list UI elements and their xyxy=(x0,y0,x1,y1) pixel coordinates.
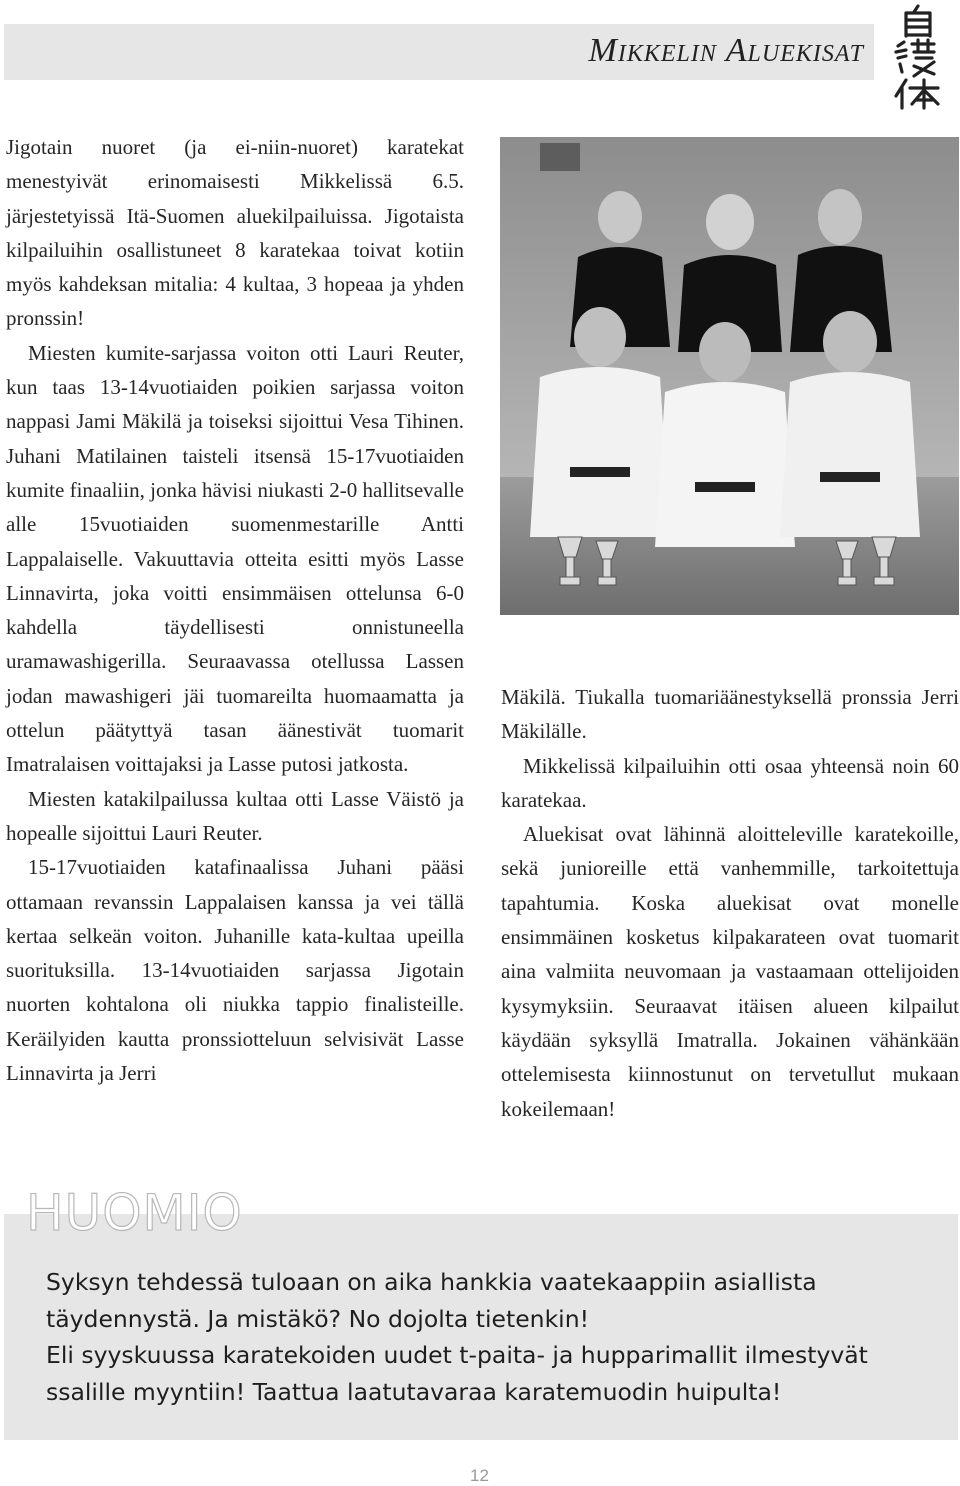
notice-title: HUOMIO xyxy=(26,1184,243,1242)
notice-text xyxy=(46,1264,926,1410)
article-left-column xyxy=(6,130,464,1090)
notice-line: Syksyn tehdessä tuloaan on aika hankkia vaatekaappiin asiallista täydennystä. Ja mistäkö? No dojolta tietenkin! xyxy=(46,1268,817,1333)
article-paragraph: 15-17vuotiaiden katafinaalissa Juhani pääsi ottamaan revanssin Lappalaisen kanssa ja vei tällä kertaa selkeän voiton. Juhanille kata-kultaa upeilla suorituksilla. 13-14vuotiaiden sarjassa Jigotain nuorten kohtalona oli niukka tappio finalisteille. Keräilyiden kautta pronssiotteluun selvisivät Lasse Linnavirta ja Jerri xyxy=(6,855,464,1086)
article-paragraph: Jigotain nuoret (ja ei-niin-nuoret) karatekat menestyivät erinomaisesti Mikkelissä 6.5. järjestetyissä Itä-Suomen aluekilpailuissa. Jigotaista kilpailuihin osallistuneet 8 karatekaa toivat kotiin myös kahdeksan mitalia: 4 kultaa, 3 hopeaa ja yhden pronssin! xyxy=(6,135,464,331)
header-bar xyxy=(4,24,874,80)
notice-line: Eli syyskuussa karatekoiden uudet t-paita- ja hupparimallit ilmestyvät ssalille myyntiin! Taattua laatutavaraa karatemuodin huipulta! xyxy=(46,1341,868,1406)
team-photo-illustration xyxy=(500,137,959,615)
article-paragraph: Miesten katakilpailussa kultaa otti Lasse Väistö ja hopealle sijoittui Lauri Reuter. xyxy=(6,786,464,845)
article-paragraph: Miesten kumite-sarjassa voiton otti Lauri Reuter, kun taas 13-14vuotiaiden poikien sarjassa voiton nappasi Jami Mäkilä ja toiseksi sijoittui Vesa Tihinen. Juhani Matilainen taisteli itsensä 15-17vuotiaiden kumite finaaliin, jonka hävisi niukasti 2-0 hallitsevalle alle 15vuotiaiden suomenmestarille Antti Lappalaiselle. Vakuuttavia otteita esitti myös Lasse Linnavirta, joka voitti ensimmäisen ottelunsa 6-0 kahdella täydellisesti onnistuneella uramawashigerilla. Seuraavassa otellussa Lassen jodan mawashigeri jäi tuomareilta huomaamatta ja ottelun päätyttyä tasan äänestivät tuomarit Imatralaisen voittajaksi ja Lasse putosi jatkosta. xyxy=(6,340,464,777)
page-number: 12 xyxy=(470,1466,489,1485)
team-photo xyxy=(500,137,959,615)
article-paragraph: Mäkilä. Tiukalla tuomariäänestyksellä pronssia Jerri Mäkilälle. xyxy=(501,685,959,744)
page-title: Mikkelin Aluekisat xyxy=(588,32,864,69)
article-right-column xyxy=(501,680,959,1126)
kanji-logo-icon xyxy=(888,2,948,110)
article-paragraph: Mikkelissä kilpailuihin otti osaa yhteensä noin 60 karatekaa. xyxy=(501,753,959,812)
article-paragraph: Aluekisat ovat lähinnä aloitteleville karatekoille, sekä junioreille että vanhemmille, tarkoitettuja tapahtumia. Koska aluekisat ovat monelle ensimmäinen kosketus kilpakarateen ovat tuomarit aina valmiita neuvomaan ja vastaamaan ottelijoiden kysymyksiin. Seuraavat itäisen alueen kilpailut käydään syksyllä Imatralla. Jokainen vähänkään ottelemisesta kiinnostunut on tervetullut mukaan kokeilemaan! xyxy=(501,822,959,1121)
